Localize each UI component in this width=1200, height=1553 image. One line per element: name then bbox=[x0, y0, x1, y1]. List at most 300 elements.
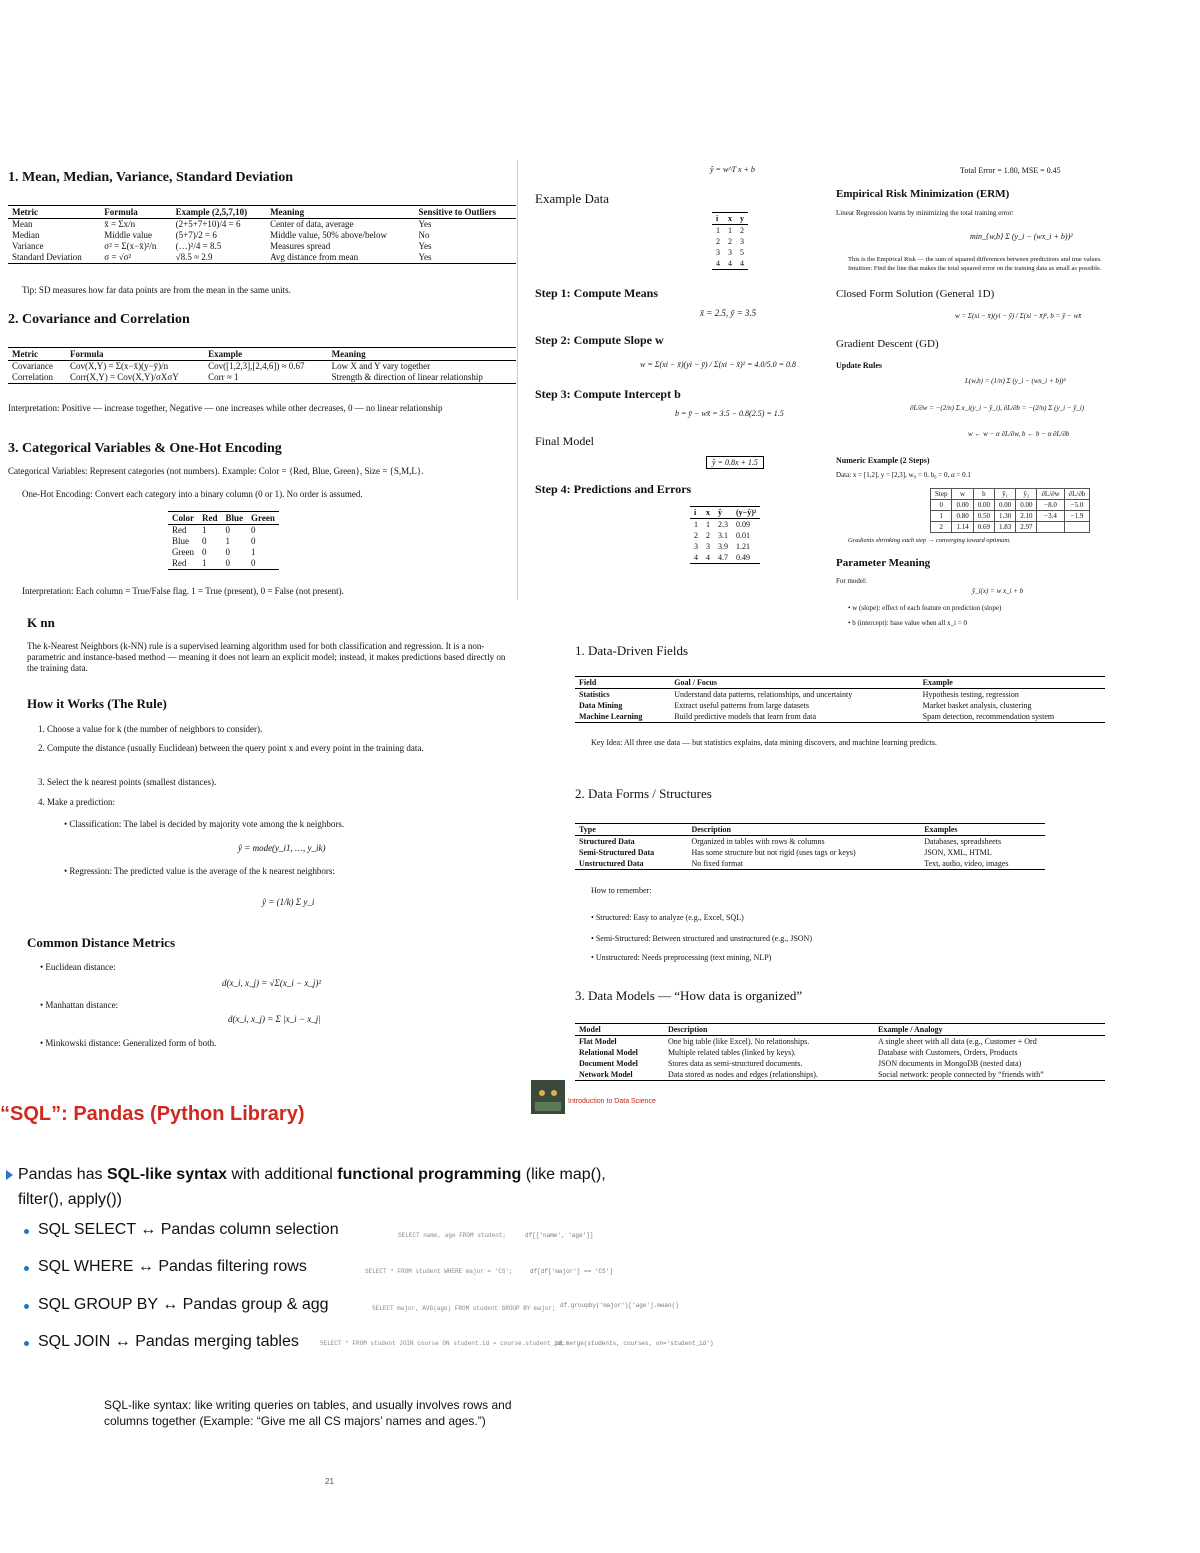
cell: 2 bbox=[706, 531, 710, 540]
groupby-bullet: SQL GROUP BY ↔ Pandas group & agg bbox=[38, 1296, 329, 1313]
table-row bbox=[712, 225, 748, 237]
cell: Spam detection, recommendation system bbox=[919, 711, 1105, 723]
col-header: y bbox=[736, 213, 748, 225]
table-row bbox=[8, 372, 516, 384]
cell: 2 bbox=[694, 531, 698, 540]
cell: Correlation bbox=[8, 372, 66, 384]
slide-note bbox=[104, 1397, 512, 1429]
f2-bullet-1: • Structured: Easy to analyze (e.g., Excel, SQL) bbox=[591, 913, 744, 922]
cell: Mean bbox=[12, 219, 33, 229]
bullet-bold: functional programming bbox=[337, 1166, 522, 1183]
table-row bbox=[575, 847, 1045, 858]
table-row bbox=[575, 1047, 1105, 1058]
col-header: Green bbox=[247, 512, 279, 525]
final-model-formula: ŷ = 0.8x + 1.5 bbox=[706, 456, 764, 469]
cell: Blue bbox=[172, 536, 189, 546]
cell: 0 bbox=[202, 547, 207, 557]
minkowski-label: Minkowski distance: Generalized form of both. bbox=[45, 1038, 217, 1048]
knn-intro: The k-Nearest Neighbors (k-NN) rule is a supervised learning algorithm used for both classification and regression. It is a non-parametric and instance-based method — meaning it does not learn an explicit model; instead, it makes predictions based directly on the training data. bbox=[27, 641, 506, 673]
column-divider bbox=[517, 160, 518, 600]
param-formula: ŷ_i(x) = w x_i + b bbox=[972, 587, 1024, 595]
cell: Corr(X,Y) = Cov(X,Y)/σXσY bbox=[66, 372, 204, 384]
col-header: ŷ₂ bbox=[1016, 489, 1037, 500]
cell: Document Model bbox=[579, 1059, 638, 1068]
knn-regression-bullet: • Regression: The predicted value is the average of the k nearest neighbors: bbox=[64, 866, 335, 876]
cell: 0.50 bbox=[973, 511, 994, 522]
cell: 4 bbox=[736, 258, 748, 270]
col-header: Color bbox=[168, 512, 198, 525]
table-row bbox=[575, 711, 1105, 723]
closed-form-formula: w = Σ(xi − x̄)(yi − ȳ) / Σ(xi − x̄)², b = ȳ − wx̄ bbox=[955, 312, 1082, 320]
param-bullet-1: • w (slope): effect of each feature on prediction (slope) bbox=[848, 604, 1002, 612]
sub-bullet-dot-icon bbox=[24, 1304, 29, 1309]
knn-regression-text: Regression: The predicted value is the average of the k nearest neighbors: bbox=[69, 866, 335, 876]
step4-title: Step 4: Predictions and Errors bbox=[535, 482, 692, 496]
cell: 3.9 bbox=[718, 542, 728, 551]
col-header: x bbox=[702, 507, 714, 519]
cell: 4 bbox=[712, 258, 724, 270]
cell: Variance bbox=[12, 241, 44, 251]
col-header: Metric bbox=[8, 206, 100, 219]
cell: 0.01 bbox=[736, 531, 750, 540]
cell: 4.7 bbox=[714, 552, 732, 564]
slide-note-line1: SQL-like syntax: like writing queries on tables, and usually involves rows and bbox=[104, 1398, 512, 1412]
f3-title: 3. Data Models — “How data is organized” bbox=[575, 988, 803, 1003]
cell: Data Mining bbox=[579, 701, 623, 710]
col-header: Type bbox=[575, 824, 687, 836]
cell: 1.30 bbox=[994, 511, 1015, 522]
cell: 1 bbox=[716, 226, 720, 235]
cell: Build predictive models that learn from data bbox=[670, 711, 918, 723]
table-row bbox=[575, 689, 1105, 701]
table-row bbox=[575, 836, 1045, 848]
knn-step-4: 4. Make a prediction: bbox=[38, 797, 115, 807]
cell: Network Model bbox=[575, 1069, 664, 1081]
example-title: Example Data bbox=[535, 191, 609, 206]
step1-formula: x̄ = 2.5, ȳ = 3.5 bbox=[700, 308, 757, 318]
table-header-row bbox=[931, 489, 1090, 500]
col-header: Step bbox=[931, 489, 952, 500]
col-header: Meaning bbox=[266, 206, 414, 219]
cell: 0 bbox=[225, 547, 230, 557]
cell: Cov([1,2,3],[2,4,6]) ≈ 0.67 bbox=[208, 361, 305, 371]
cell: Market basket analysis, clustering bbox=[922, 701, 1032, 710]
cell: 0.49 bbox=[732, 552, 760, 564]
cell: 0.69 bbox=[973, 522, 994, 533]
knn-title: K nn bbox=[27, 615, 55, 630]
cell: 0 bbox=[247, 558, 279, 570]
gd-title: Gradient Descent (GD) bbox=[836, 338, 939, 350]
table-row bbox=[712, 258, 748, 270]
cell: 0.00 bbox=[994, 500, 1015, 511]
numeric-example-data: Data: x = [1,2], y = [2,3], w₀ = 0, b₀ = 0, α = 0.1 bbox=[836, 471, 971, 479]
table-header-row bbox=[575, 1024, 1105, 1036]
cell: 1 bbox=[251, 547, 256, 557]
cell: Corr ≈ 1 bbox=[204, 372, 328, 384]
cell: 0.00 bbox=[952, 500, 973, 511]
join-bullet: SQL JOIN ↔ Pandas merging tables bbox=[38, 1333, 299, 1350]
cell: 1 bbox=[694, 520, 698, 529]
cell: Text, audio, video, images bbox=[920, 858, 1045, 870]
bullet-text: Pandas has bbox=[18, 1166, 107, 1183]
cell: Relational Model bbox=[579, 1048, 638, 1057]
f2-title: 2. Data Forms / Structures bbox=[575, 786, 712, 801]
cell: 0.80 bbox=[952, 511, 973, 522]
col-header: i bbox=[690, 507, 702, 519]
sub-bullet-dot-icon bbox=[24, 1229, 29, 1234]
select-sql-code: SELECT name, age FROM student; bbox=[398, 1232, 507, 1239]
col-header: Red bbox=[198, 512, 222, 525]
cell: Organized in tables with rows & columns bbox=[691, 837, 825, 846]
cell: 3.1 bbox=[718, 531, 728, 540]
table-row bbox=[8, 361, 516, 373]
cell: Understand data patterns, relationships, and uncertainty bbox=[674, 690, 853, 699]
table-row bbox=[168, 525, 279, 537]
f2-bullet-3-text: Unstructured: Needs preprocessing (text mining, NLP) bbox=[595, 953, 772, 962]
cell: Unstructured Data bbox=[575, 858, 687, 870]
table-header-row bbox=[168, 512, 279, 525]
knn-reg-formula: ŷ = (1/k) Σ y_i bbox=[262, 897, 315, 907]
cell: 2 bbox=[716, 237, 720, 246]
col-header: Sensitive to Outliers bbox=[414, 206, 516, 219]
cell: √8.5 ≈ 2.9 bbox=[172, 252, 266, 264]
cell: −8.0 bbox=[1037, 500, 1064, 511]
main-bullet bbox=[18, 1166, 606, 1184]
gd-loss-formula: L(w,b) = (1/n) Σ (y_i − (wx_i + b))² bbox=[965, 377, 1066, 385]
cell: 2.3 bbox=[718, 520, 728, 529]
cell: 1 bbox=[728, 226, 732, 235]
cell: 1 bbox=[198, 558, 222, 570]
table-header-row bbox=[575, 824, 1045, 836]
cell: Machine Learning bbox=[575, 711, 670, 723]
table-row bbox=[931, 500, 1090, 511]
cell: JSON documents in MongoDB (nested data) bbox=[877, 1059, 1022, 1068]
euclid-bullet: • Euclidean distance: bbox=[40, 962, 116, 972]
cell: Statistics bbox=[579, 690, 610, 699]
cell: 3 bbox=[706, 542, 710, 551]
cell: 1 bbox=[202, 525, 207, 535]
cell: 0 bbox=[202, 536, 207, 546]
minkowski-bullet: • Minkowski distance: Generalized form of both. bbox=[40, 1038, 217, 1048]
cell: Semi-Structured Data bbox=[579, 848, 655, 857]
col-header: ŷ bbox=[714, 507, 732, 519]
col-header: ∂L/∂b bbox=[1064, 489, 1090, 500]
where-bullet: SQL WHERE ↔ Pandas filtering rows bbox=[38, 1258, 307, 1275]
table-row bbox=[690, 552, 760, 564]
f2-bullet-2: • Semi-Structured: Between structured and unstructured (e.g., JSON) bbox=[591, 934, 812, 943]
cell: Hypothesis testing, regression bbox=[922, 690, 1019, 699]
final-model-title: Final Model bbox=[535, 434, 594, 448]
cell: σ = √σ² bbox=[100, 252, 171, 264]
col-header: ∂L/∂w bbox=[1037, 489, 1064, 500]
table-header-row bbox=[712, 213, 748, 225]
slide-title: “SQL”: Pandas (Python Library) bbox=[0, 1103, 305, 1125]
col-header: i bbox=[712, 213, 724, 225]
cell: Extract useful patterns from large datasets bbox=[674, 701, 809, 710]
cell: 2 bbox=[740, 226, 744, 235]
step3-formula: b = ȳ − wx̄ = 3.5 − 0.8(2.5) = 1.5 bbox=[675, 409, 784, 418]
gd-steps-table bbox=[930, 488, 1090, 533]
where-sql-code: SELECT * FROM student WHERE major = 'CS'; bbox=[365, 1268, 513, 1275]
col-header: x bbox=[724, 213, 736, 225]
cell: Structured Data bbox=[579, 837, 635, 846]
update-rules-label: Update Rules bbox=[836, 361, 883, 370]
cell: Social network: people connected by “friends with” bbox=[874, 1069, 1105, 1081]
col-header: (y−ŷ)² bbox=[732, 507, 760, 519]
table-row bbox=[575, 1036, 1105, 1048]
table-row bbox=[712, 247, 748, 258]
f2-how-to-remember: How to remember: bbox=[591, 886, 652, 895]
cell: Red bbox=[172, 525, 187, 535]
page-number: 21 bbox=[325, 1477, 334, 1486]
sec2-title: 2. Covariance and Correlation bbox=[8, 312, 190, 327]
slide-note-line2: columns together (Example: “Give me all CS majors’ names and ages.”) bbox=[104, 1414, 486, 1428]
sec1-title: 1. Mean, Median, Variance, Standard Deviation bbox=[8, 170, 294, 185]
cell: Median bbox=[12, 230, 40, 240]
col-header: Example bbox=[204, 348, 328, 361]
step1-title: Step 1: Compute Means bbox=[535, 286, 658, 300]
col-header: ŷ₁ bbox=[994, 489, 1015, 500]
for-model-label: For model: bbox=[836, 577, 867, 585]
cell: 3 bbox=[716, 248, 720, 257]
col-header: Example (2,5,7,10) bbox=[172, 206, 266, 219]
cell: 0.00 bbox=[973, 500, 994, 511]
footer-course-label: Introduction to Data Science bbox=[568, 1098, 656, 1105]
table-row bbox=[8, 241, 516, 252]
col-header: Field bbox=[575, 677, 670, 689]
cell: Has some structure but not rigid (uses tags or keys) bbox=[691, 848, 856, 857]
cell: 2 bbox=[728, 237, 732, 246]
covariance-table bbox=[8, 347, 516, 384]
cell: Red bbox=[168, 558, 198, 570]
cell: (2+5+7+10)/4 = 6 bbox=[175, 219, 241, 229]
predictions-table bbox=[690, 506, 760, 564]
main-bullet-line2: filter(), apply()) bbox=[18, 1191, 123, 1208]
join-pandas-code: pd.merge(students, courses, on='student_id') bbox=[555, 1340, 714, 1347]
sec3-categorical-line: Categorical Variables: Represent categories (not numbers). Example: Color = {Red, Blue, Green}, Size = {S,M,L}. bbox=[8, 466, 424, 476]
sec3-title: 3. Categorical Variables & One-Hot Encoding bbox=[8, 441, 282, 456]
groupby-sql-code: SELECT major, AVG(age) FROM student GROUP BY major; bbox=[372, 1305, 556, 1312]
cell: Strength & direction of linear relationship bbox=[328, 372, 516, 384]
table-header-row bbox=[8, 206, 516, 219]
euclid-label: Euclidean distance: bbox=[45, 962, 116, 972]
bullet-text: (like map(), bbox=[521, 1166, 606, 1183]
table-row bbox=[575, 858, 1045, 870]
cell: 3 bbox=[694, 542, 698, 551]
knn-classification-text: Classification: The label is decided by majority vote among the k neighbors. bbox=[69, 819, 345, 829]
table-header-row bbox=[690, 507, 760, 519]
knn-classification-bullet: • Classification: The label is decided by majority vote among the k neighbors. bbox=[64, 819, 345, 829]
cell: Yes bbox=[418, 241, 432, 251]
table-row bbox=[575, 1069, 1105, 1081]
table-row bbox=[8, 230, 516, 241]
col-header: Description bbox=[687, 824, 920, 836]
f1-key-idea: Key Idea: All three use data — but statistics explains, data mining discovers, and machine learning predicts. bbox=[591, 738, 937, 747]
cell: 1 bbox=[706, 520, 710, 529]
cell: Flat Model bbox=[579, 1037, 617, 1046]
cell: 2 bbox=[931, 522, 952, 533]
groupby-pandas-code: df.groupby('major')['age'].mean() bbox=[560, 1302, 679, 1309]
erm-title: Empirical Risk Minimization (ERM) bbox=[836, 188, 1010, 200]
col-header: b bbox=[973, 489, 994, 500]
select-bullet: SQL SELECT ↔ Pandas column selection bbox=[38, 1221, 339, 1238]
slide-thumbnail bbox=[531, 1080, 565, 1114]
cell: Measures spread bbox=[270, 241, 331, 251]
thumbnail-face-icon bbox=[539, 1090, 545, 1096]
cell: x̄ = Σx/n bbox=[104, 219, 136, 229]
cell: Multiple related tables (linked by keys). bbox=[667, 1048, 796, 1057]
cell: 4 bbox=[724, 258, 736, 270]
erm-note-1: This is the Empirical Risk — the sum of squared differences between predictions and true values. bbox=[848, 256, 1102, 263]
thumbnail-face-icon bbox=[551, 1090, 557, 1096]
col-header: Goal / Focus bbox=[670, 677, 918, 689]
data-models-table bbox=[575, 1023, 1105, 1081]
total-error-note: Total Error = 1.80, MSE = 0.45 bbox=[960, 166, 1061, 175]
f2-bullet-1-text: Structured: Easy to analyze (e.g., Excel, SQL) bbox=[595, 913, 744, 922]
cell: Center of data, average bbox=[270, 219, 354, 229]
join-sql-code: SELECT * FROM student JOIN course ON student.id = course.student_id; bbox=[320, 1340, 565, 1347]
euclid-formula: d(x_i, x_j) = √Σ(x_i − x_j)² bbox=[222, 978, 322, 988]
fields-table bbox=[575, 676, 1105, 723]
cell: Stores data as semi-structured documents. bbox=[667, 1059, 803, 1068]
cell: Low X and Y vary together bbox=[331, 361, 431, 371]
sec3-onehot-line: One-Hot Encoding: Convert each category into a binary column (0 or 1). No order is assumed. bbox=[22, 489, 363, 499]
cell: 4 bbox=[690, 552, 702, 564]
stats-table bbox=[8, 205, 516, 264]
col-header: Example / Analogy bbox=[874, 1024, 1105, 1036]
table-row bbox=[931, 511, 1090, 522]
gd-gradient-formula: ∂L/∂w = −(2/n) Σ x_i(y_i − ŷ_i), ∂L/∂b = −(2/n) Σ (y_i − ŷ_i) bbox=[910, 404, 1085, 412]
cell: 5 bbox=[740, 248, 744, 257]
col-header: Formula bbox=[100, 206, 171, 219]
cell: −1.9 bbox=[1064, 511, 1090, 522]
manhattan-label: Manhattan distance: bbox=[45, 1000, 119, 1010]
cell: No bbox=[418, 230, 430, 240]
cell: 1.14 bbox=[952, 522, 973, 533]
cell: 0 bbox=[225, 525, 230, 535]
table-row bbox=[8, 219, 516, 231]
param-bullet-2-text: b (intercept): base value when all x_i = 0 bbox=[852, 619, 967, 627]
table-row bbox=[168, 547, 279, 558]
erm-line: Linear Regression learns by minimizing the total training error: bbox=[836, 209, 1014, 217]
cell: 1.21 bbox=[736, 542, 750, 551]
table-row bbox=[8, 252, 516, 264]
table-row bbox=[168, 558, 279, 570]
cell: 1.83 bbox=[994, 522, 1015, 533]
knn-step-1: 1. Choose a value for k (the number of neighbors to consider). bbox=[38, 724, 263, 734]
col-header: Meaning bbox=[328, 348, 516, 361]
data-forms-table bbox=[575, 823, 1045, 870]
cell: Covariance bbox=[12, 361, 53, 371]
cell: 0 bbox=[251, 536, 256, 546]
cell: 0 bbox=[222, 558, 248, 570]
table-row bbox=[575, 700, 1105, 711]
f2-bullet-3: • Unstructured: Needs preprocessing (text mining, NLP) bbox=[591, 953, 772, 962]
table-header-row bbox=[8, 348, 516, 361]
cell: A single sheet with all data (e.g., Customer + Ord bbox=[877, 1037, 1037, 1046]
erm-formula: min_{w,b} Σ (y_i − (wx_i + b))² bbox=[970, 232, 1073, 241]
param-bullet-2: • b (intercept): base value when all x_i = 0 bbox=[848, 619, 967, 627]
cell: 3 bbox=[728, 248, 732, 257]
cell: No fixed format bbox=[687, 858, 920, 870]
cell: Avg distance from mean bbox=[266, 252, 414, 264]
sec2-interpretation: Interpretation: Positive — increase together, Negative — one increases while other decreases, 0 — no linear relationship bbox=[8, 403, 443, 413]
col-header: Description bbox=[664, 1024, 874, 1036]
table-header-row bbox=[575, 677, 1105, 689]
table-row bbox=[690, 541, 760, 552]
cell: Databases, spreadsheets bbox=[924, 837, 1002, 846]
cell: 4 bbox=[702, 552, 714, 564]
cell: 3 bbox=[740, 237, 744, 246]
cell bbox=[1037, 522, 1064, 533]
cell: −3.4 bbox=[1037, 511, 1064, 522]
col-header: w bbox=[952, 489, 973, 500]
sec3-interpretation: Interpretation: Each column = True/False flag. 1 = True (present), 0 = False (not present). bbox=[22, 586, 344, 596]
cell: Standard Deviation bbox=[8, 252, 100, 264]
cell: Cov(X,Y) = Σ(x−x̄)(y−ȳ)/n bbox=[69, 361, 169, 371]
cell: −5.0 bbox=[1064, 500, 1090, 511]
step2-title: Step 2: Compute Slope w bbox=[535, 333, 664, 347]
gd-note: Gradients shrinking each step → converging toward optimum. bbox=[848, 537, 1011, 544]
manhattan-formula: d(x_i, x_j) = Σ |x_i − x_j| bbox=[228, 1014, 321, 1024]
where-pandas-code: df[df['major'] == 'CS'] bbox=[530, 1268, 613, 1275]
knn-how-title: How it Works (The Rule) bbox=[27, 696, 167, 711]
cell: JSON, XML, HTML bbox=[924, 848, 992, 857]
numeric-example-title: Numeric Example (2 Steps) bbox=[836, 456, 930, 465]
bullet-triangle-icon bbox=[6, 1170, 13, 1180]
cell: Middle value bbox=[104, 230, 153, 240]
f1-title: 1. Data-Driven Fields bbox=[575, 643, 689, 658]
table-row bbox=[712, 236, 748, 247]
step3-title: Step 3: Compute Intercept b bbox=[535, 387, 681, 401]
cell: Yes bbox=[418, 219, 432, 229]
erm-note-2: Intuition: Find the line that makes the total squared error on the training data as small as possible. bbox=[848, 265, 1102, 272]
sec1-tip: Tip: SD measures how far data points are from the mean in the same units. bbox=[22, 285, 291, 295]
model-formula: ŷ = w^T x + b bbox=[710, 165, 755, 174]
cell: 0.09 bbox=[736, 520, 750, 529]
table-row bbox=[690, 530, 760, 541]
cell: 0.00 bbox=[1016, 500, 1037, 511]
gd-update-formula: w ← w − α ∂L/∂w, b ← b − α ∂L/∂b bbox=[968, 430, 1070, 438]
cell: (…)²/4 = 8.5 bbox=[175, 241, 222, 251]
select-pandas-code: df[['name', 'age']] bbox=[525, 1232, 594, 1239]
col-header: Blue bbox=[222, 512, 248, 525]
cell: Database with Customers, Orders, Products bbox=[877, 1048, 1018, 1057]
knn-class-formula: ŷ = mode(y_i1, …, y_ik) bbox=[238, 843, 326, 853]
cell: One big table (like Excel). No relationships. bbox=[667, 1037, 810, 1046]
onehot-table bbox=[168, 511, 279, 570]
cell: Green bbox=[172, 547, 194, 557]
cell: 0 bbox=[931, 500, 952, 511]
cell: Yes bbox=[414, 252, 516, 264]
cell: Middle value, 50% above/below bbox=[270, 230, 388, 240]
col-header: Model bbox=[575, 1024, 664, 1036]
cell: (5+7)/2 = 6 bbox=[175, 230, 217, 240]
bullet-text: with additional bbox=[227, 1166, 338, 1183]
table-row bbox=[168, 536, 279, 547]
cell: Data stored as nodes and edges (relationships). bbox=[664, 1069, 874, 1081]
example-table bbox=[712, 212, 748, 270]
thumbnail-bar bbox=[535, 1102, 561, 1111]
cell: σ² = Σ(x−x̄)²/n bbox=[104, 241, 157, 251]
step2-formula: w = Σ(xi − x̄)(yi − ȳ) / Σ(xi − x̄)² = 4.0/5.0 = 0.8 bbox=[640, 360, 797, 369]
col-header: Formula bbox=[66, 348, 204, 361]
sub-bullet-dot-icon bbox=[24, 1266, 29, 1271]
cell: 2.10 bbox=[1016, 511, 1037, 522]
f2-bullet-2-text: Semi-Structured: Between structured and unstructured (e.g., JSON) bbox=[595, 934, 812, 943]
col-header: Metric bbox=[8, 348, 66, 361]
knn-step-3: 3. Select the k nearest points (smallest distances). bbox=[38, 777, 217, 787]
